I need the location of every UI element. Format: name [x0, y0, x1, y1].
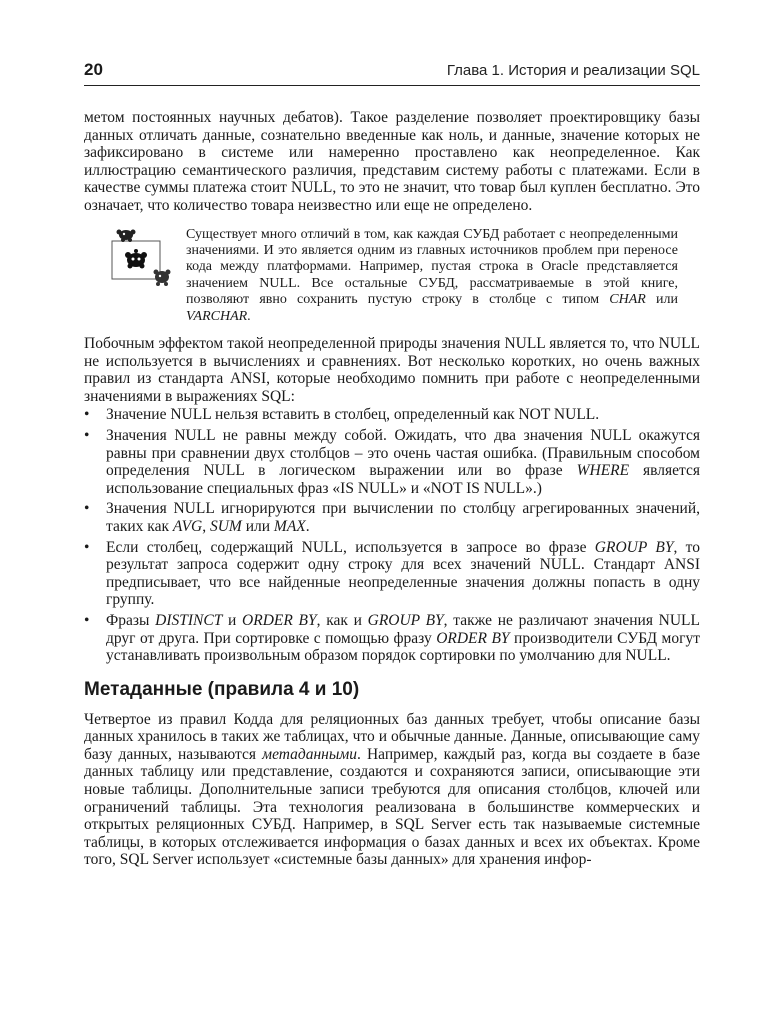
section-heading: Метаданные (правила 4 и 10) — [84, 678, 360, 700]
null-rules-list — [84, 406, 700, 664]
list-item: • Если столбец, содержащий NULL, используется в запросе во фразе GROUP BY, то результат запроса содержит одну строку для всех значений NULL. Стандарт ANSI предписывает, что все найденные неопределенные значения должны попасть в одну группу. — [84, 538, 701, 609]
bullet-icon: • — [84, 426, 90, 444]
bullet-icon: • — [84, 611, 90, 629]
bullet-icon: • — [84, 406, 90, 424]
page-number: 20 — [84, 60, 103, 79]
bullet-icon: • — [84, 538, 90, 556]
list-item: • Значения NULL не равны между собой. Ожидать, что два значения NULL окажутся равны при сравнении двух столбцов – это очень частая ошибка. (Правильным способом определения NULL в логическом выражении или во фразе WHERE является использование специальных фраз «IS NULL» и «NOT IS NULL».) — [84, 426, 700, 497]
book-page — [84, 60, 700, 869]
list-item: • Значения NULL игнорируются при вычислении по столбцу агрегированных значений, таких как AVG, SUM или MAX. — [84, 500, 700, 535]
list-item: • Фразы DISTINCT и ORDER BY, как и GROUP BY, также не различают значения NULL друг от друга. При сортировке с помощью фразу ORDER BY производители СУБД могут устанавливать произвольным образом порядок сортировки по умолчанию для NULL. — [84, 611, 700, 665]
page-header — [84, 60, 700, 86]
paragraph-null-semantics: метом постоянных научных дебатов). Такое разделение позволяет проектировщику базы данных отличать данные, сознательно введенные как ноль, и данные, значение которых не зафиксировано в системе или намеренно проставлено как неопределенное. Как иллюстрацию семантического различия, представим систему работы с платежами. Если в качестве суммы платежа стоит NULL, то это не значит, что товар был куплен бесплатно. Это означает, что количество товара неизвестно или еще не определено. — [84, 109, 700, 214]
scorpion-warning-icon — [106, 227, 186, 297]
bullet-icon: • — [84, 500, 90, 518]
note-text: Существует много отличий в том, как каждая СУБД работает с неопределенными значениями. И это является одним из главных источников проблем при переносе кода между платформами. Например, пустая строка в Oracle представляется значением NULL. Все остальные СУБД, рассматриваемые в этой книге, позволяют явно сохранить пустую строку в столбце с типом CHAR или VARCHAR. — [186, 226, 678, 324]
note-box — [106, 227, 700, 325]
paragraph-metadata: Четвертое из правил Кодда для реляционных баз данных требует, чтобы описание базы данных хранилось в таких же таблицах, что и обычные данные. Данные, описывающие саму базу данных, называются метаданными. Например, каждый раз, когда вы создаете в базе данных таблицу или представление, создаются и сохраняются записи, описывающие эти новые таблицы. Дополнительные записи требуются для описания столбцов, ключей или ограничений таблицы. Эта технология реализована в большинстве коммерческих и открытых реляционных СУБД. Например, в SQL Server есть так называемые системные таблицы, в которых отслеживается информация о базах данных и всех их объектах. Кроме того, SQL Server использует «системные базы данных» для хранения инфор- — [84, 710, 700, 869]
paragraph-ansi-rules-intro: Побочным эффектом такой неопределенной природы значения NULL является то, что NULL не используется в вычислениях и сравнениях. Вот несколько коротких, но очень важных правил из стандарта ANSI, которые необходимо помнить при работе с неопределенными значениями в выражениях SQL: — [84, 335, 700, 405]
list-item: • Значение NULL нельзя вставить в столбец, определенный как NOT NULL. — [84, 406, 600, 424]
chapter-title: Глава 1. История и реализации SQL — [446, 62, 700, 79]
